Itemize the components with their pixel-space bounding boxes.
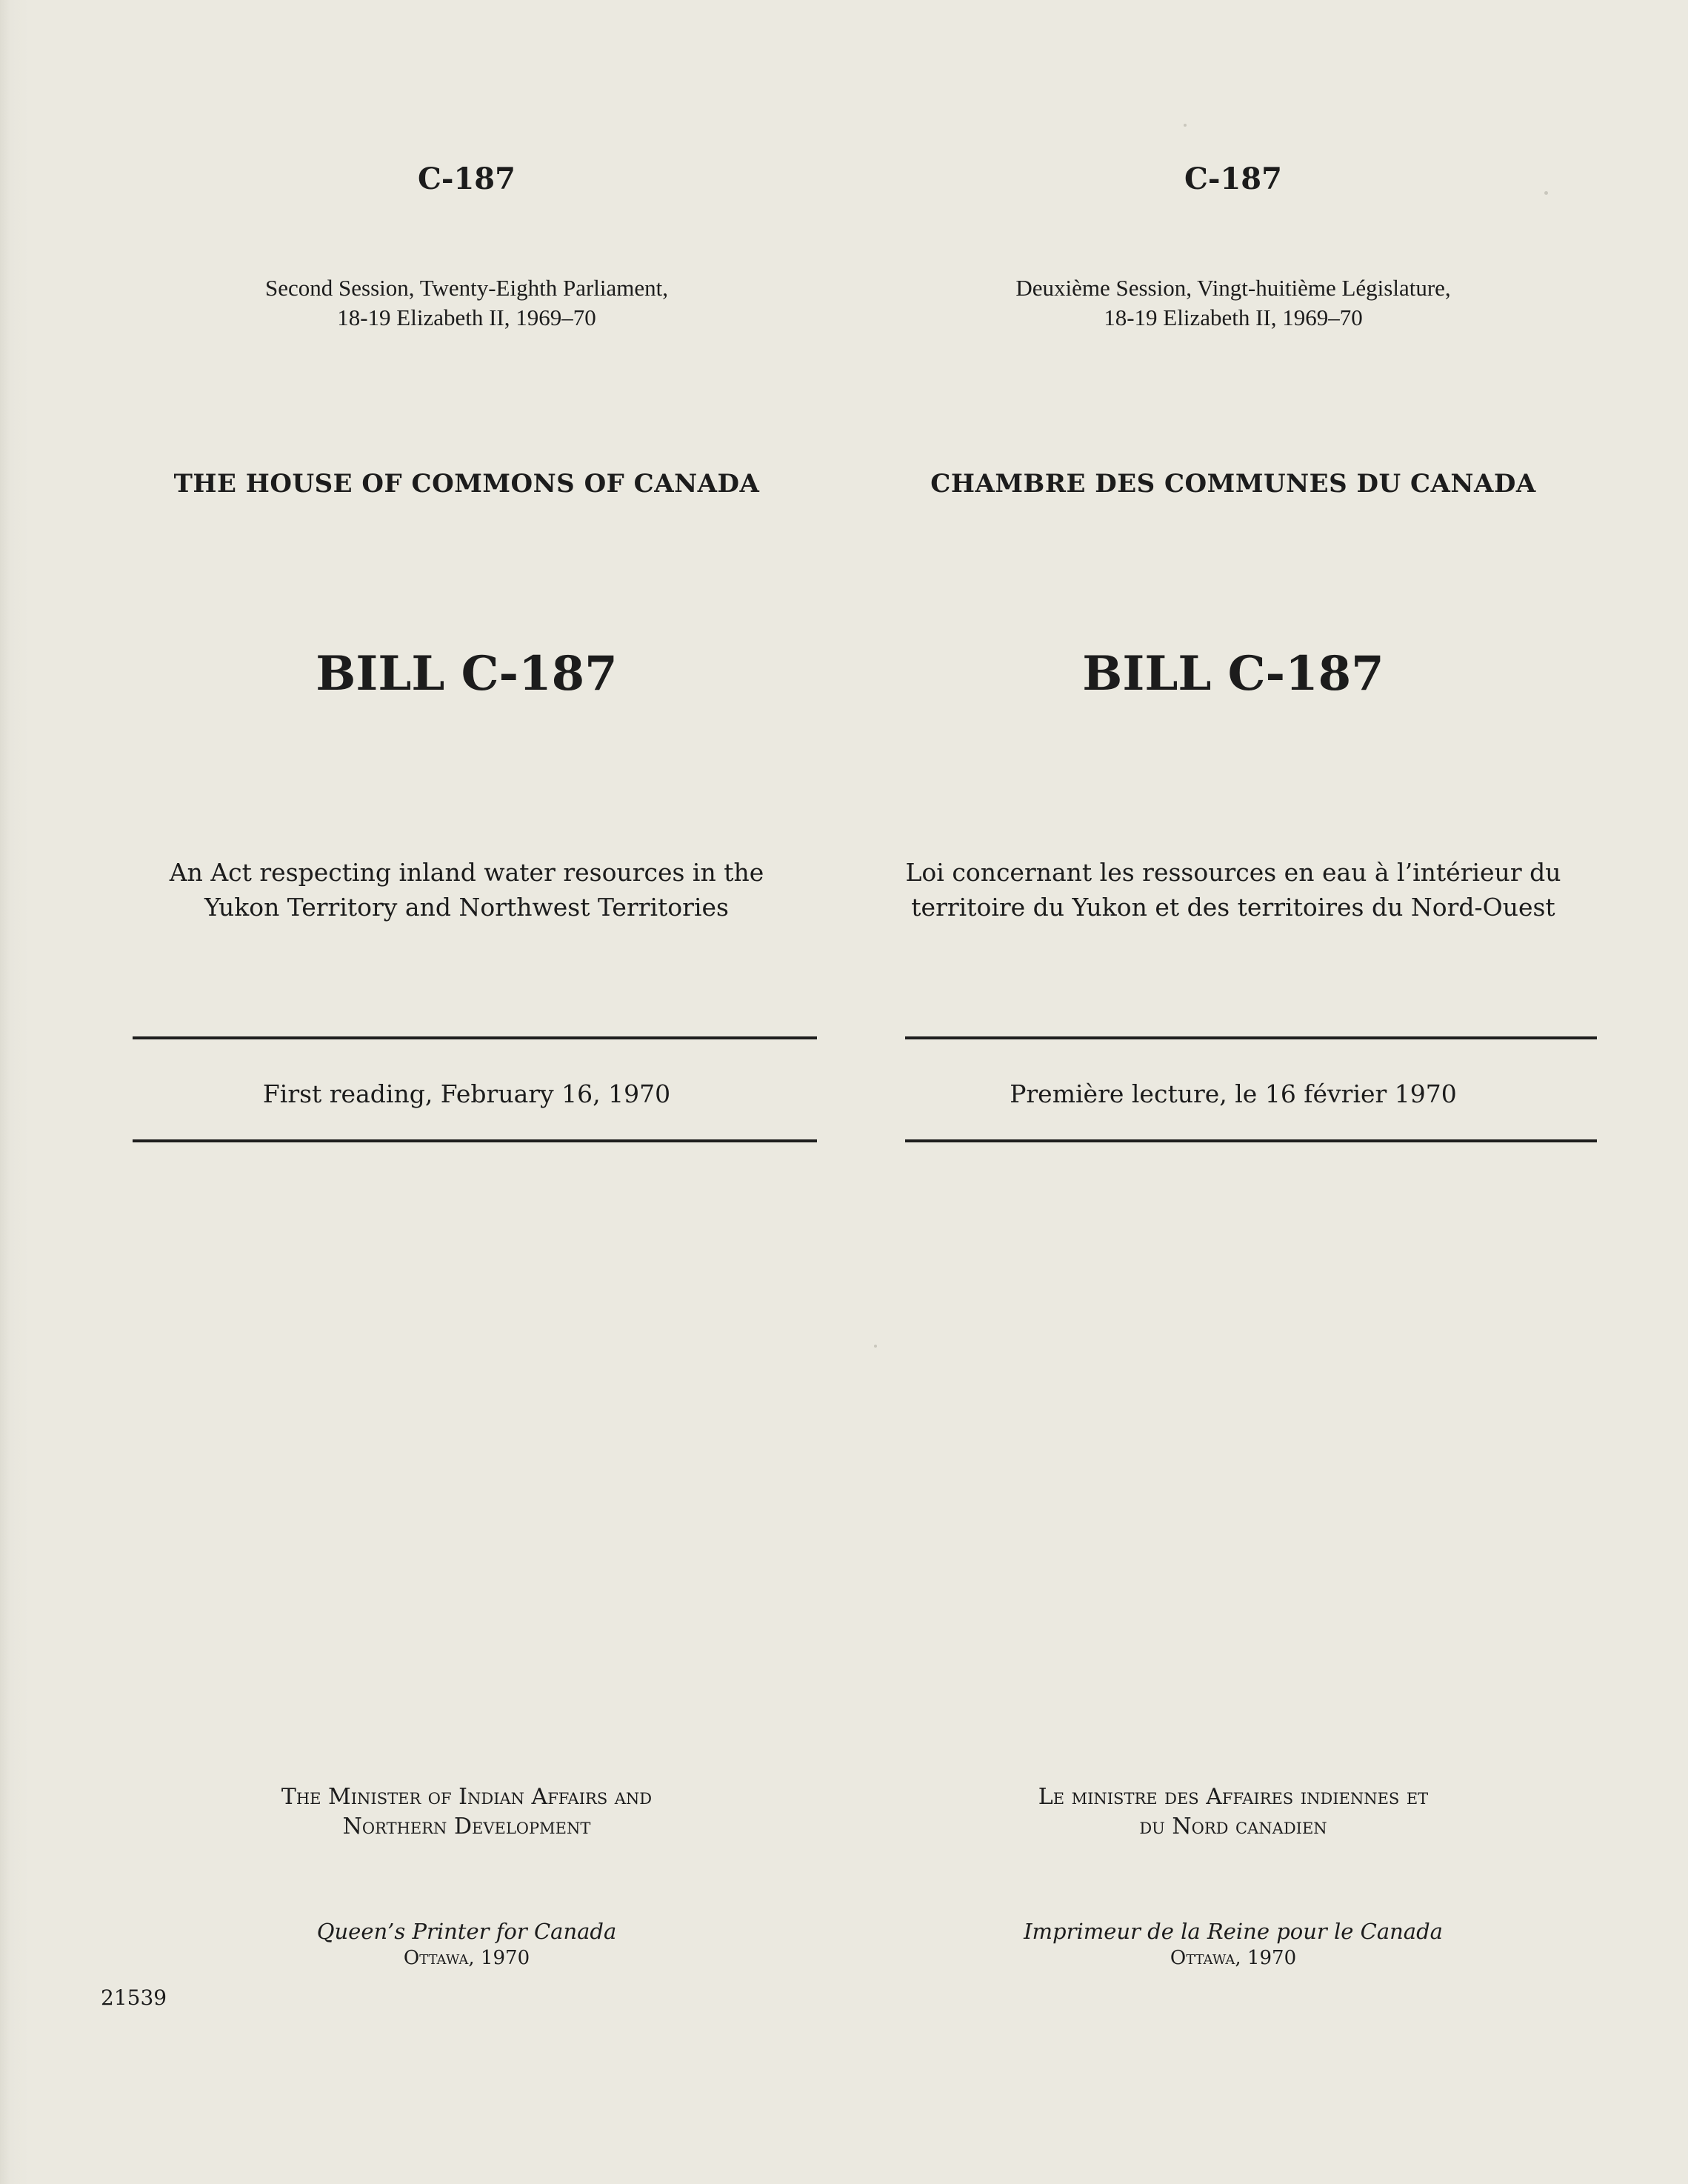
- act-title-line1-en: An Act respecting inland water resources in the: [169, 858, 764, 887]
- document-code: 21539: [101, 1985, 167, 2010]
- rule-bottom-en: [133, 1139, 817, 1142]
- act-title-line2-fr: territoire du Yukon et des territoires du Nord-Ouest: [911, 893, 1555, 922]
- minister-fr: [867, 1782, 1600, 1842]
- act-title-line1-fr: Loi concernant les ressources en eau à l’intérieur du: [905, 858, 1561, 887]
- session-line2-en: 18-19 Elizabeth II, 1969–70: [337, 304, 596, 330]
- printer-fr: Imprimeur de la Reine pour le Canada: [1024, 1919, 1443, 1944]
- act-title-fr: [867, 855, 1600, 925]
- paper-speck: [1184, 124, 1187, 127]
- bill-title-fr: BILL C-187: [1082, 646, 1384, 702]
- rule-top-fr: [905, 1036, 1597, 1039]
- city-fr: Ottawa, 1970: [1170, 1947, 1297, 1969]
- session-en: [107, 273, 826, 333]
- minister-line2-fr: du Nord canadien: [1139, 1814, 1327, 1840]
- bill-number-en: C-187: [418, 162, 516, 196]
- house-heading-en: THE HOUSE OF COMMONS OF CANADA: [173, 469, 760, 499]
- reading-fr: Première lecture, le 16 février 1970: [1010, 1079, 1457, 1108]
- rule-top-en: [133, 1036, 817, 1039]
- minister-line1-en: The Minister of Indian Affairs and: [281, 1784, 653, 1810]
- paper-speck: [1544, 191, 1548, 195]
- rule-bottom-fr: [905, 1139, 1597, 1142]
- bill-title-en: BILL C-187: [316, 646, 618, 702]
- city-en: Ottawa, 1970: [403, 1947, 530, 1969]
- paper-speck: [874, 1345, 877, 1348]
- minister-line2-en: Northern Development: [342, 1814, 591, 1840]
- house-heading-fr: CHAMBRE DES COMMUNES DU CANADA: [930, 469, 1536, 499]
- english-column: [107, 0, 826, 2184]
- bill-number-fr: C-187: [1184, 162, 1282, 196]
- printer-en: Queen’s Printer for Canada: [316, 1919, 617, 1944]
- session-line2-fr: 18-19 Elizabeth II, 1969–70: [1104, 304, 1363, 330]
- minister-en: [107, 1782, 826, 1842]
- minister-line1-fr: Le ministre des Affaires indiennes et: [1038, 1784, 1429, 1810]
- french-column: [867, 0, 1600, 2184]
- act-title-line2-en: Yukon Territory and Northwest Territories: [204, 893, 729, 922]
- act-title-en: [107, 855, 826, 925]
- session-fr: [867, 273, 1600, 333]
- session-line1-fr: Deuxième Session, Vingt-huitième Législature,: [1015, 275, 1451, 301]
- session-line1-en: Second Session, Twenty-Eighth Parliament,: [265, 275, 668, 301]
- reading-en: First reading, February 16, 1970: [262, 1079, 671, 1108]
